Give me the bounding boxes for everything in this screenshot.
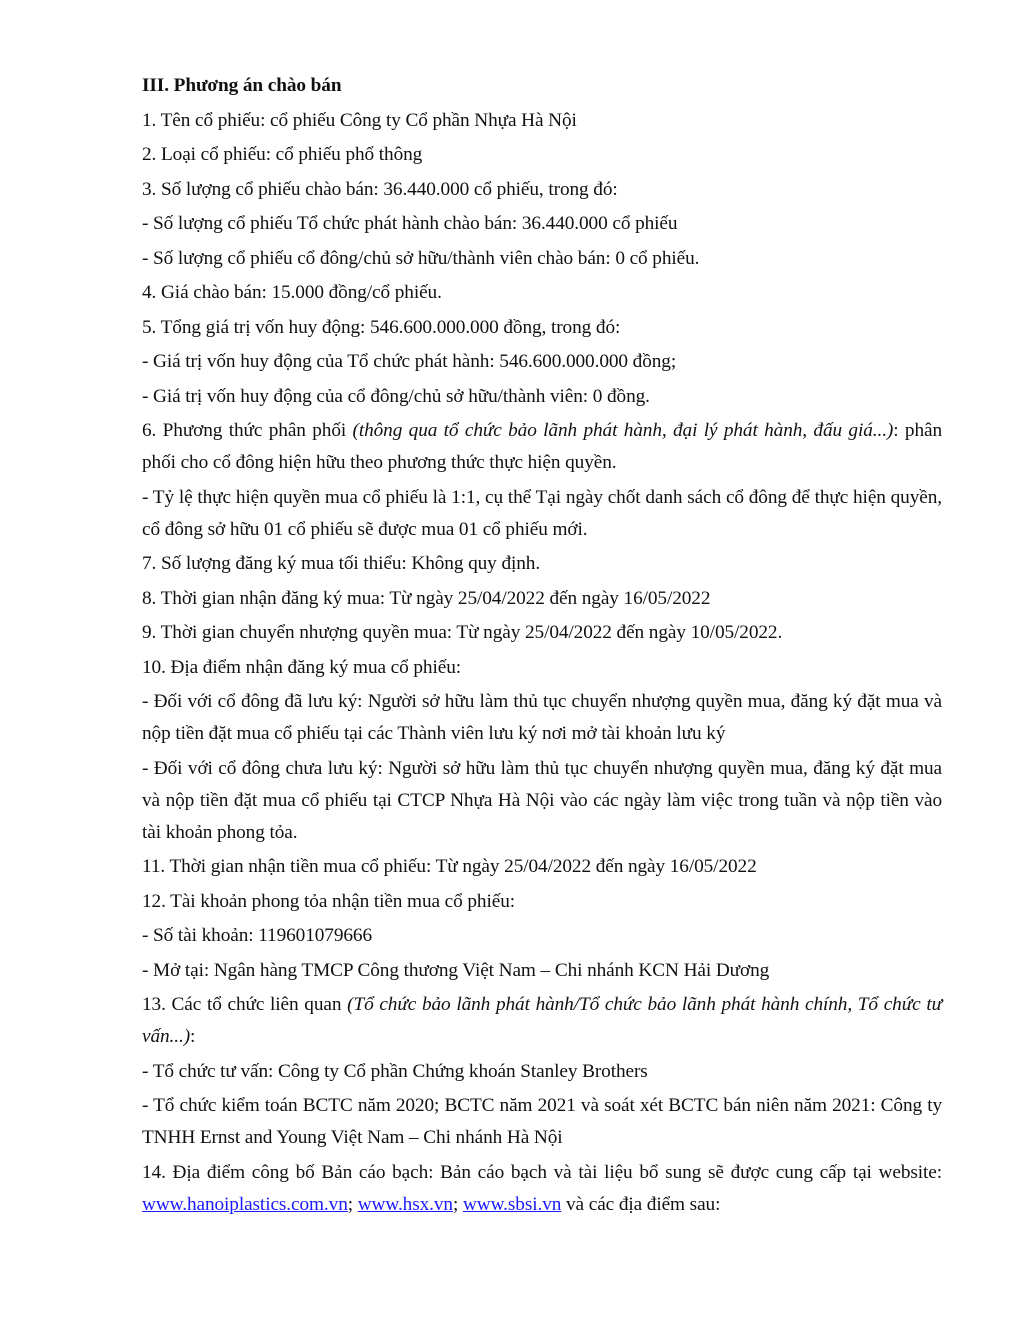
item-14-prospectus-location <box>142 1157 942 1221</box>
link-hanoiplastics[interactable]: www.hanoiplastics.com.vn <box>142 1193 348 1215</box>
link-separator: ; <box>347 1193 358 1215</box>
item-13-note: (Tổ chức bảo lãnh phát hành/Tổ chức bảo lãnh phát hành chính, Tổ chức tư vấn...) <box>142 994 942 1047</box>
item-13b-auditor: - Tổ chức kiểm toán BCTC năm 2020; BCTC năm 2021 và soát xét BCTC bán niên năm 2021: Công ty TNHH Ernst and Young Việt Nam – Chi nhánh Hà Nội <box>142 1095 942 1148</box>
item-6-note: (thông qua tổ chức bảo lãnh phát hành, đại lý phát hành, đấu giá...) <box>352 420 894 441</box>
link-hsx[interactable]: www.hsx.vn <box>357 1193 453 1215</box>
item-6-suffix: : phân phối cho cổ đông hiện hữu theo phương thức thực hiện quyền. <box>142 420 943 473</box>
item-3a-issuer-quantity: - Số lượng cổ phiếu Tổ chức phát hành chào bán: 36.440.000 cổ phiếu <box>142 213 678 234</box>
item-14-suffix: và các địa điểm sau: <box>561 1193 721 1215</box>
item-3b-shareholder-quantity: - Số lượng cổ phiếu cổ đông/chủ sở hữu/thành viên chào bán: 0 cổ phiếu. <box>142 247 700 269</box>
item-12b-bank: - Mở tại: Ngân hàng TMCP Công thương Việt Nam – Chi nhánh KCN Hải Dương <box>142 959 770 981</box>
item-5-total-capital: 5. Tổng giá trị vốn huy động: 546.600.000.000 đồng, trong đó: <box>142 316 621 338</box>
item-11-payment-period: 11. Thời gian nhận tiền mua cổ phiếu: Từ ngày 25/04/2022 đến ngày 16/05/2022 <box>142 856 757 877</box>
item-3-offer-quantity: 3. Số lượng cổ phiếu chào bán: 36.440.000 cổ phiếu, trong đó: <box>142 178 618 200</box>
item-7-min-subscription: 7. Số lượng đăng ký mua tối thiểu: Không quy định. <box>142 553 541 574</box>
item-12-escrow-account: 12. Tài khoản phong tỏa nhận tiền mua cổ phiếu: <box>142 890 515 912</box>
item-5a-issuer-capital: - Giá trị vốn huy động của Tổ chức phát hành: 546.600.000.000 đồng; <box>142 351 677 372</box>
item-10-registration-place: 10. Địa điểm nhận đăng ký mua cổ phiếu: <box>142 656 461 678</box>
item-5b-shareholder-capital: - Giá trị vốn huy động của cổ đông/chủ sở hữu/thành viên: 0 đồng. <box>142 385 650 407</box>
link-sbsi[interactable]: www.sbsi.vn <box>462 1193 562 1215</box>
item-4-offer-price: 4. Giá chào bán: 15.000 đồng/cổ phiếu. <box>142 282 442 303</box>
item-10a-deposited-shareholders: - Đối với cổ đông đã lưu ký: Người sở hữu làm thủ tục chuyển nhượng quyền mua, đăng ký đặt mua và nộp tiền đặt mua cổ phiếu tại các Thành viên lưu ký nơi mở tài khoản lưu ký <box>142 691 942 744</box>
item-10b-undeposited-shareholders: - Đối với cổ đông chưa lưu ký: Người sở hữu làm thủ tục chuyển nhượng quyền mua, đăng ký đặt mua và nộp tiền đặt mua cổ phiếu tại CTCP Nhựa Hà Nội vào các ngày làm việc trong tuần và nộp tiền vào tài khoản phong tỏa. <box>142 757 942 843</box>
document-page <box>142 70 942 1223</box>
item-6-distribution-method <box>142 415 942 479</box>
item-13-prefix: 13. Các tổ chức liên quan <box>142 994 348 1015</box>
section-heading: III. Phương án chào bán <box>142 75 342 96</box>
link-separator: ; <box>452 1193 463 1215</box>
item-13-related-organizations <box>142 989 942 1053</box>
item-6-prefix: 6. Phương thức phân phối <box>142 420 353 441</box>
item-8-registration-period: 8. Thời gian nhận đăng ký mua: Từ ngày 25/04/2022 đến ngày 16/05/2022 <box>142 587 711 609</box>
item-9-transfer-period: 9. Thời gian chuyển nhượng quyền mua: Từ ngày 25/04/2022 đến ngày 10/05/2022. <box>142 622 783 643</box>
item-2-stock-type: 2. Loại cổ phiếu: cổ phiếu phổ thông <box>142 144 423 165</box>
item-6a-exercise-ratio: - Tỷ lệ thực hiện quyền mua cổ phiếu là 1:1, cụ thể Tại ngày chốt danh sách cổ đông để thực hiện quyền, cổ đông sở hữu 01 cổ phiếu sẽ được mua 01 cổ phiếu mới. <box>142 486 942 540</box>
item-1-stock-name: 1. Tên cổ phiếu: cổ phiếu Công ty Cổ phần Nhựa Hà Nội <box>142 109 577 131</box>
item-14-prefix: 14. Địa điểm công bố Bản cáo bạch: Bản cáo bạch và tài liệu bổ sung sẽ được cung cấp tại website: <box>142 1161 942 1183</box>
item-13-suffix: : <box>190 1026 196 1047</box>
item-13a-advisor: - Tổ chức tư vấn: Công ty Cổ phần Chứng khoán Stanley Brothers <box>142 1060 648 1082</box>
item-12a-account-number: - Số tài khoản: 119601079666 <box>142 925 372 946</box>
